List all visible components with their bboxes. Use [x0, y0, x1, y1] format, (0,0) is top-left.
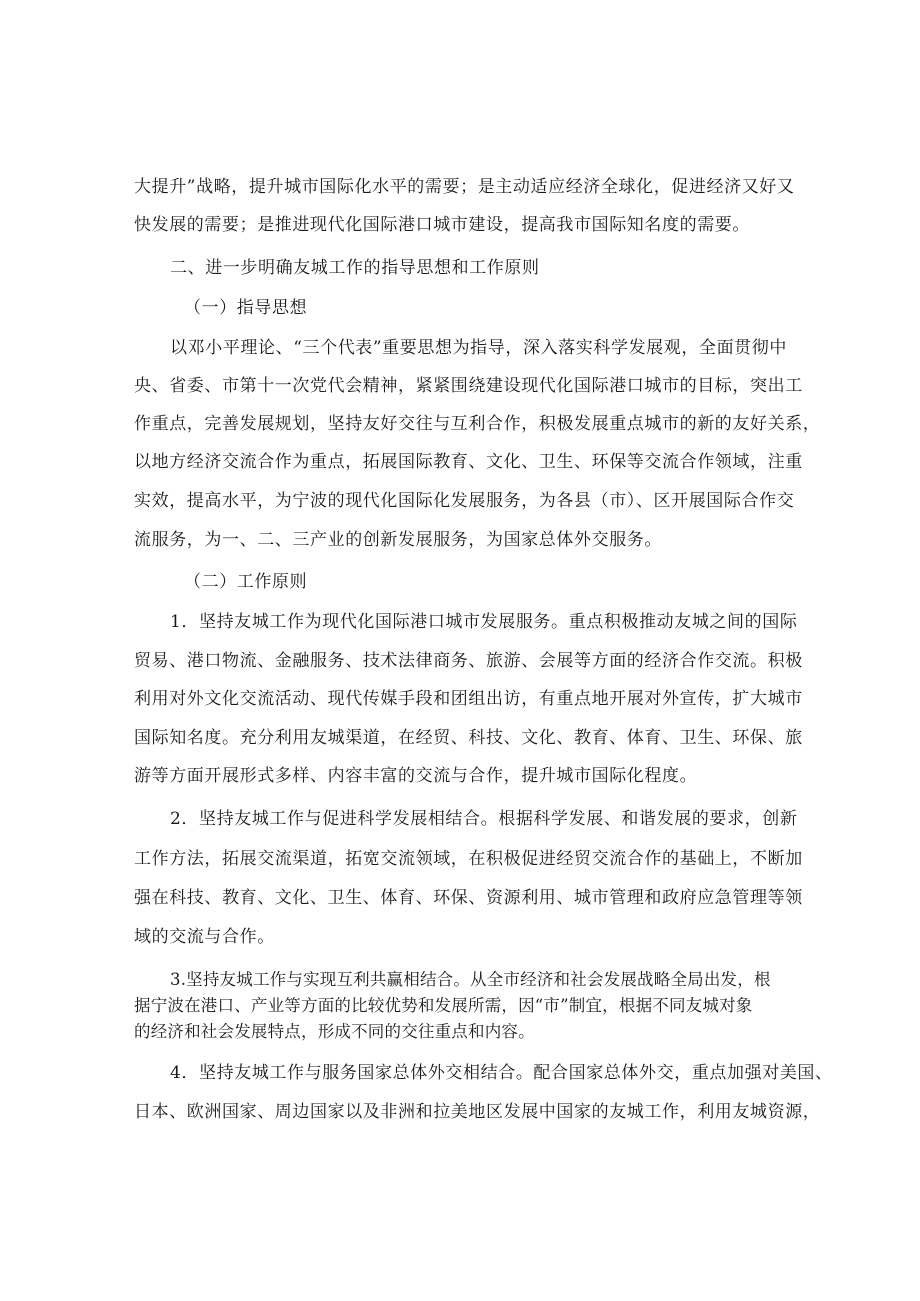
- paragraph-line: 作重点，完善发展规划，坚持友好交往与互利合作，积极发展重点城市的新的友好关系，: [134, 414, 821, 434]
- paragraph-line: 流服务，为一、二、三产业的创新发展服务，为国家总体外交服务。: [134, 530, 662, 550]
- intro-line-1: 大提升”战略，提升城市国际化水平的需要；是主动适应经济全球化，促进经济又好又: [134, 177, 795, 197]
- principle-1-line: 利用对外文化交流活动、现代传媒手段和团组出访，有重点地开展对外宣传，扩大城市: [134, 689, 803, 709]
- principle-4-line: 4．坚持友城工作与服务国家总体外交相结合。配合国家总体外交，重点加强对美国、: [170, 1063, 833, 1083]
- principle-2-line: 域的交流与合作。: [134, 927, 275, 947]
- principle-2-line: 强在科技、教育、文化、卫生、体育、环保、资源利用、城市管理和政府应急管理等领: [134, 888, 803, 908]
- paragraph-line: 央、省委、市第十一次党代会精神，紧紧围绕建设现代化国际港口城市的目标，突出工: [134, 376, 803, 396]
- principle-2-line: 2．坚持友城工作与促进科学发展相结合。根据科学发展、和谐发展的要求，创新: [170, 809, 798, 829]
- principle-3-line: 3.坚持友城工作与实现互利共赢相结合。从全市经济和社会发展战略全局出发，根: [170, 970, 771, 989]
- paragraph-line: 以地方经济交流合作为重点，拓展国际教育、文化、卫生、环保等交流合作领域，注重: [134, 452, 803, 472]
- principle-1-line: 贸易、港口物流、金融服务、技术法律商务、旅游、会展等方面的经济合作交流。积极: [134, 651, 803, 671]
- principle-1-line: 1．坚持友城工作为现代化国际港口城市发展服务。重点积极推动友城之间的国际: [170, 612, 798, 632]
- paragraph-line: 实效，提高水平，为宁波的现代化国际化发展服务，为各县（市）、区开展国际合作交: [134, 491, 795, 511]
- principle-1-line: 游等方面开展形式多样、内容丰富的交流与合作，提升城市国际化程度。: [134, 766, 698, 786]
- principle-3-line: 据宁波在港口、产业等方面的比较优势和发展所需，因“市”制宜，根据不同友城对象: [134, 996, 753, 1015]
- intro-line-2: 快发展的需要；是推进现代化国际港口城市建设，提高我市国际知名度的需要。: [134, 215, 750, 235]
- principle-2-line: 工作方法，拓展交流渠道，拓宽交流领域，在积极促进经贸交流合作的基础上，不断加: [134, 849, 803, 869]
- principle-3-line: 的经济和社会发展特点，形成不同的交往重点和内容。: [134, 1022, 535, 1041]
- section-heading: 二、进一步明确友城工作的指导思想和工作原则: [170, 258, 540, 278]
- subsection-heading-guiding-ideology: （一）指导思想: [184, 298, 308, 318]
- paragraph-line: 以邓小平理论、“三个代表”重要思想为指导，深入落实科学发展观，全面贯彻中: [170, 338, 787, 358]
- subsection-heading-working-principles: （二）工作原则: [184, 572, 308, 592]
- principle-4-line: 日本、欧洲国家、周边国家以及非洲和拉美地区发展中国家的友城工作，利用友城资源，: [134, 1102, 821, 1122]
- principle-1-line: 国际知名度。充分利用友城渠道，在经贸、科技、文化、教育、体育、卫生、环保、旅: [134, 728, 803, 748]
